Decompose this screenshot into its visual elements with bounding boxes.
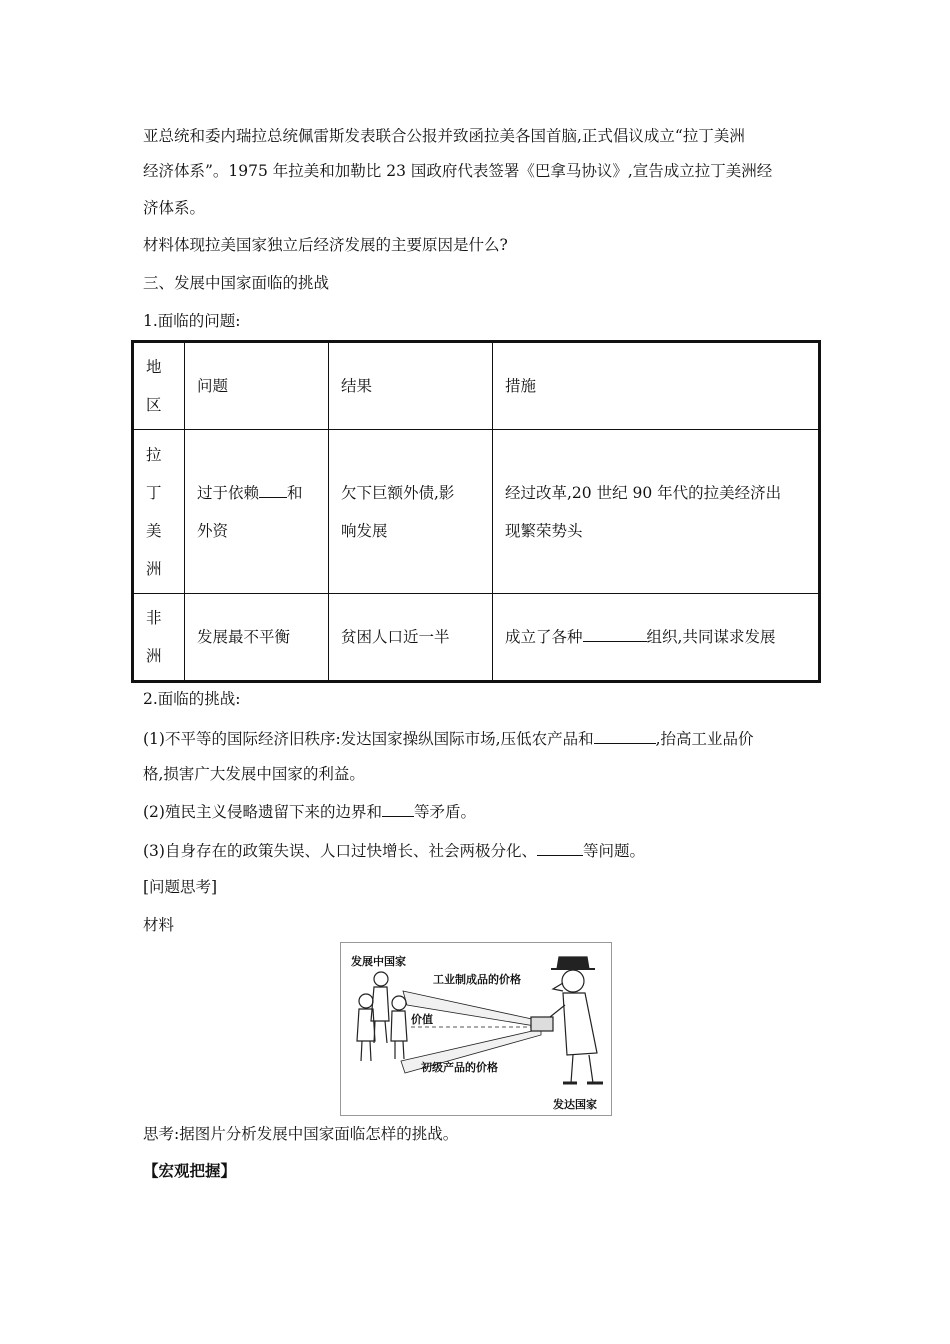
problem-latin-america: 过于依赖 和 外资 <box>185 430 329 594</box>
fill-blank <box>583 625 647 642</box>
subheading-challenges: 2.面临的挑战: <box>143 690 241 708</box>
header-result: 结果 <box>329 342 493 430</box>
result-latin-america: 欠下巨额外债,影 响发展 <box>329 430 493 594</box>
header-region: 地 区 <box>133 342 185 430</box>
intro-line-1: 亚总统和委内瑞拉总统佩雷斯发表联合公报并致函拉美各国首脑,正式倡议成立“拉丁美洲 <box>143 127 745 145</box>
material-label: 材料 <box>143 916 175 934</box>
label-developing: 发展中国家 <box>351 955 406 968</box>
table-row-latin-america <box>133 430 820 594</box>
table-row-africa <box>133 594 820 682</box>
label-primary-price: 初级产品的价格 <box>421 1061 498 1074</box>
header-measure: 措施 <box>493 342 820 430</box>
header-problem: 问题 <box>185 342 329 430</box>
region-africa: 非 洲 <box>133 594 185 682</box>
intro-line-3: 济体系。 <box>143 199 206 217</box>
problem-africa: 发展最不平衡 <box>185 594 329 682</box>
material-question: 材料体现拉美国家独立后经济发展的主要原因是什么? <box>143 236 508 254</box>
label-developed: 发达国家 <box>553 1098 597 1111</box>
section-heading: 三、发展中国家面临的挑战 <box>143 274 330 292</box>
measure-latin-america: 经过改革,20 世纪 90 年代的拉美经济出 现繁荣势头 <box>493 430 820 594</box>
thinking-question: 思考:据图片分析发展中国家面临怎样的挑战。 <box>143 1125 459 1143</box>
macro-heading: 【宏观把握】 <box>143 1161 237 1180</box>
problem-thinking-label: [问题思考] <box>143 878 218 896</box>
developed-man-icon <box>531 957 603 1083</box>
problems-table <box>131 340 821 683</box>
label-value: 价值 <box>411 1013 433 1026</box>
challenge-1-line-2: 格,损害广大发展中国家的利益。 <box>143 765 365 783</box>
challenge-3: (3)自身存在的政策失误、人口过快增长、社会两极分化、 等问题。 <box>143 839 645 862</box>
fill-blank <box>537 839 583 856</box>
cartoon-figure <box>340 942 612 1116</box>
fill-blank <box>594 727 656 744</box>
label-industrial-price: 工业制成品的价格 <box>433 973 521 986</box>
table-header-row <box>133 342 820 430</box>
fill-blank <box>259 481 287 498</box>
challenge-1-line-1: (1)不平等的国际经济旧秩序:发达国家操纵国际市场,压低农产品和 ,抬高工业品价 <box>143 727 754 750</box>
result-africa: 贫困人口近一半 <box>329 594 493 682</box>
developing-people-icon <box>357 972 407 1061</box>
challenge-2: (2)殖民主义侵略遗留下来的边界和 等矛盾。 <box>143 800 476 823</box>
cartoon-svg <box>341 943 611 1115</box>
measure-africa: 成立了各种 组织,共同谋求发展 <box>493 594 820 682</box>
subheading-problems: 1.面临的问题: <box>143 312 241 330</box>
fill-blank <box>382 800 414 817</box>
region-latin-america: 拉 丁 美 洲 <box>133 430 185 594</box>
intro-line-2: 经济体系”。1975 年拉美和加勒比 23 国政府代表签署《巴拿马协议》,宣告成立拉丁美洲经 <box>143 162 773 180</box>
